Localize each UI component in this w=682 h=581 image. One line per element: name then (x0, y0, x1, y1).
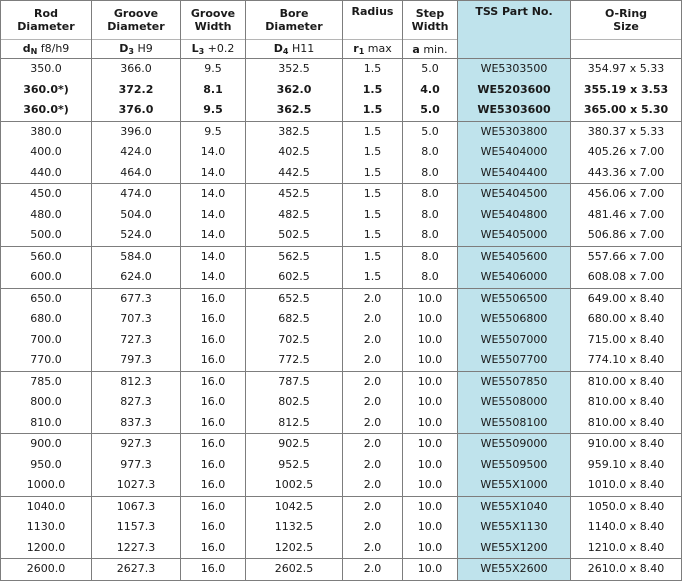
radius-cell: 2.0 (343, 413, 403, 434)
groove-diameter-cell: 1227.3 (92, 538, 181, 559)
groove-width-cell: 16.0 (181, 559, 246, 581)
groove-diameter-cell: 727.3 (92, 330, 181, 351)
rod-diameter-cell: 770.0 (1, 350, 92, 371)
tss-part-no-cell: WE5507000 (458, 330, 571, 351)
bore-diameter-cell: 1202.5 (246, 538, 343, 559)
bore-diameter-cell: 402.5 (246, 142, 343, 163)
table-row (1, 142, 682, 163)
rod-diameter-cell: 1200.0 (1, 538, 92, 559)
step-width-cell: 10.0 (403, 371, 458, 392)
symbol-groove-width: $L_3 +0.2$ (181, 40, 246, 59)
table-row (1, 350, 682, 371)
bore-diameter-cell: 602.5 (246, 267, 343, 288)
o-ring-size-cell: 355.19 x 3.53 (571, 80, 682, 101)
header-radius: Radius (343, 1, 403, 40)
tss-part-no-cell: WE5508100 (458, 413, 571, 434)
o-ring-size-cell: 1050.0 x 8.40 (571, 496, 682, 517)
rod-diameter-cell: 560.0 (1, 246, 92, 267)
table-row (1, 121, 682, 142)
radius-cell: 2.0 (343, 496, 403, 517)
groove-diameter-cell: 827.3 (92, 392, 181, 413)
rod-diameter-cell: 350.0 (1, 59, 92, 80)
table-row (1, 80, 682, 101)
rod-diameter-cell: 600.0 (1, 267, 92, 288)
bore-diameter-cell: 1002.5 (246, 475, 343, 496)
o-ring-size-cell: 443.36 x 7.00 (571, 163, 682, 184)
tss-part-no-cell: WE5405600 (458, 246, 571, 267)
tss-part-no-cell: WE5507700 (458, 350, 571, 371)
tss-part-no-cell: WE5303600 (458, 100, 571, 121)
table-row (1, 184, 682, 205)
o-ring-size-cell: 810.00 x 8.40 (571, 371, 682, 392)
step-width-cell: 8.0 (403, 267, 458, 288)
rod-diameter-cell: 380.0 (1, 121, 92, 142)
step-width-cell: 8.0 (403, 246, 458, 267)
groove-diameter-cell: 424.0 (92, 142, 181, 163)
bore-diameter-cell: 787.5 (246, 371, 343, 392)
rod-diameter-cell: 810.0 (1, 413, 92, 434)
o-ring-size-cell: 557.66 x 7.00 (571, 246, 682, 267)
groove-width-cell: 16.0 (181, 517, 246, 538)
step-width-cell: 10.0 (403, 455, 458, 476)
step-width-cell: 10.0 (403, 288, 458, 309)
groove-diameter-cell: 797.3 (92, 350, 181, 371)
rod-diameter-cell: 360.0*) (1, 100, 92, 121)
header-o-ring-size: O-Ring Size (571, 1, 682, 40)
groove-width-cell: 16.0 (181, 350, 246, 371)
table-row (1, 371, 682, 392)
bore-diameter-cell: 702.5 (246, 330, 343, 351)
bore-diameter-cell: 952.5 (246, 455, 343, 476)
table-row (1, 59, 682, 80)
step-width-cell: 10.0 (403, 475, 458, 496)
o-ring-size-cell: 715.00 x 8.40 (571, 330, 682, 351)
groove-diameter-cell: 584.0 (92, 246, 181, 267)
table-row (1, 205, 682, 226)
bore-diameter-cell: 382.5 (246, 121, 343, 142)
radius-cell: 1.5 (343, 225, 403, 246)
rod-diameter-cell: 800.0 (1, 392, 92, 413)
bore-diameter-cell: 452.5 (246, 184, 343, 205)
table-row (1, 455, 682, 476)
groove-width-cell: 14.0 (181, 205, 246, 226)
header-groove-diameter: Groove Diameter (92, 1, 181, 40)
rod-diameter-cell: 700.0 (1, 330, 92, 351)
groove-width-cell: 16.0 (181, 392, 246, 413)
groove-diameter-cell: 1067.3 (92, 496, 181, 517)
o-ring-size-cell: 456.06 x 7.00 (571, 184, 682, 205)
bore-diameter-cell: 2602.5 (246, 559, 343, 581)
groove-width-cell: 14.0 (181, 225, 246, 246)
header-bore-diameter: Bore Diameter (246, 1, 343, 40)
o-ring-size-cell: 608.08 x 7.00 (571, 267, 682, 288)
table-row (1, 517, 682, 538)
table-row (1, 225, 682, 246)
groove-width-cell: 16.0 (181, 371, 246, 392)
radius-cell: 2.0 (343, 559, 403, 581)
step-width-cell: 10.0 (403, 330, 458, 351)
bore-diameter-cell: 362.0 (246, 80, 343, 101)
groove-width-cell: 16.0 (181, 309, 246, 330)
groove-width-cell: 16.0 (181, 496, 246, 517)
rod-diameter-cell: 785.0 (1, 371, 92, 392)
radius-cell: 1.5 (343, 59, 403, 80)
step-width-cell: 8.0 (403, 163, 458, 184)
symbol-rod-diameter: $d_N$ f8/h9 (1, 40, 92, 59)
tss-part-no-cell: WE5404500 (458, 184, 571, 205)
groove-width-cell: 9.5 (181, 100, 246, 121)
table-row (1, 288, 682, 309)
tss-part-no-cell: WE55X1040 (458, 496, 571, 517)
step-width-cell: 5.0 (403, 100, 458, 121)
radius-cell: 2.0 (343, 330, 403, 351)
table-row (1, 475, 682, 496)
symbol-step-width: a min. (403, 40, 458, 59)
step-width-cell: 8.0 (403, 225, 458, 246)
symbol-radius: $r_1$ max (343, 40, 403, 59)
o-ring-size-cell: 810.00 x 8.40 (571, 392, 682, 413)
radius-cell: 2.0 (343, 309, 403, 330)
tss-part-no-cell: WE5507850 (458, 371, 571, 392)
step-width-cell: 8.0 (403, 142, 458, 163)
o-ring-size-cell: 680.00 x 8.40 (571, 309, 682, 330)
radius-cell: 1.5 (343, 267, 403, 288)
rod-diameter-cell: 950.0 (1, 455, 92, 476)
groove-diameter-cell: 812.3 (92, 371, 181, 392)
bore-diameter-cell: 682.5 (246, 309, 343, 330)
bore-diameter-cell: 482.5 (246, 205, 343, 226)
table-row (1, 267, 682, 288)
groove-diameter-cell: 707.3 (92, 309, 181, 330)
tss-part-no-cell: WE5509500 (458, 455, 571, 476)
groove-diameter-cell: 977.3 (92, 455, 181, 476)
bore-diameter-cell: 352.5 (246, 59, 343, 80)
groove-width-cell: 14.0 (181, 267, 246, 288)
o-ring-size-cell: 1210.0 x 8.40 (571, 538, 682, 559)
header-step-width: Step Width (403, 1, 458, 40)
bore-diameter-cell: 362.5 (246, 100, 343, 121)
bore-diameter-cell: 1042.5 (246, 496, 343, 517)
rod-diameter-cell: 650.0 (1, 288, 92, 309)
radius-cell: 2.0 (343, 538, 403, 559)
tss-part-no-cell: WE55X1000 (458, 475, 571, 496)
tss-part-no-cell: WE5509000 (458, 434, 571, 455)
groove-diameter-cell: 396.0 (92, 121, 181, 142)
o-ring-size-cell: 481.46 x 7.00 (571, 205, 682, 226)
rod-diameter-cell: 400.0 (1, 142, 92, 163)
radius-cell: 2.0 (343, 350, 403, 371)
table-header (1, 1, 682, 59)
table-row (1, 559, 682, 581)
o-ring-size-cell: 405.26 x 7.00 (571, 142, 682, 163)
groove-diameter-cell: 474.0 (92, 184, 181, 205)
table-row (1, 434, 682, 455)
tss-part-no-cell: WE5506500 (458, 288, 571, 309)
header-title-row (1, 1, 682, 40)
header-tss-part-no: TSS Part No. (458, 1, 571, 59)
groove-width-cell: 16.0 (181, 455, 246, 476)
groove-width-cell: 16.0 (181, 434, 246, 455)
o-ring-size-cell: 774.10 x 8.40 (571, 350, 682, 371)
step-width-cell: 8.0 (403, 184, 458, 205)
header-rod-diameter: Rod Diameter (1, 1, 92, 40)
step-width-cell: 10.0 (403, 538, 458, 559)
groove-diameter-cell: 464.0 (92, 163, 181, 184)
rod-diameter-cell: 1040.0 (1, 496, 92, 517)
o-ring-size-cell: 810.00 x 8.40 (571, 413, 682, 434)
radius-cell: 2.0 (343, 475, 403, 496)
o-ring-size-cell: 959.10 x 8.40 (571, 455, 682, 476)
radius-cell: 1.5 (343, 142, 403, 163)
groove-diameter-cell: 524.0 (92, 225, 181, 246)
groove-width-cell: 16.0 (181, 475, 246, 496)
rod-diameter-cell: 900.0 (1, 434, 92, 455)
rod-diameter-cell: 500.0 (1, 225, 92, 246)
step-width-cell: 8.0 (403, 205, 458, 226)
step-width-cell: 10.0 (403, 392, 458, 413)
bore-diameter-cell: 802.5 (246, 392, 343, 413)
groove-diameter-cell: 837.3 (92, 413, 181, 434)
bore-diameter-cell: 502.5 (246, 225, 343, 246)
tss-part-no-cell: WE55X1130 (458, 517, 571, 538)
groove-width-cell: 8.1 (181, 80, 246, 101)
o-ring-size-cell: 380.37 x 5.33 (571, 121, 682, 142)
o-ring-size-cell: 649.00 x 8.40 (571, 288, 682, 309)
radius-cell: 2.0 (343, 434, 403, 455)
radius-cell: 2.0 (343, 455, 403, 476)
rod-diameter-cell: 450.0 (1, 184, 92, 205)
bore-diameter-cell: 812.5 (246, 413, 343, 434)
table-row (1, 163, 682, 184)
rod-diameter-cell: 440.0 (1, 163, 92, 184)
tss-part-no-cell: WE5404000 (458, 142, 571, 163)
rod-diameter-cell: 360.0*) (1, 80, 92, 101)
header-symbol-row (1, 40, 682, 59)
groove-diameter-cell: 624.0 (92, 267, 181, 288)
o-ring-size-cell: 1010.0 x 8.40 (571, 475, 682, 496)
groove-width-cell: 14.0 (181, 184, 246, 205)
o-ring-size-cell: 910.00 x 8.40 (571, 434, 682, 455)
tss-part-no-cell: WE5303500 (458, 59, 571, 80)
groove-diameter-cell: 372.2 (92, 80, 181, 101)
step-width-cell: 10.0 (403, 517, 458, 538)
table-row (1, 330, 682, 351)
bore-diameter-cell: 442.5 (246, 163, 343, 184)
radius-cell: 2.0 (343, 517, 403, 538)
tss-part-no-cell: WE5404400 (458, 163, 571, 184)
tss-part-no-cell: WE5508000 (458, 392, 571, 413)
groove-width-cell: 16.0 (181, 330, 246, 351)
bore-diameter-cell: 652.5 (246, 288, 343, 309)
table-row (1, 538, 682, 559)
groove-width-cell: 14.0 (181, 163, 246, 184)
o-ring-size-cell: 2610.0 x 8.40 (571, 559, 682, 581)
groove-diameter-cell: 366.0 (92, 59, 181, 80)
tss-part-no-cell: WE5404800 (458, 205, 571, 226)
tss-part-no-cell: WE5303800 (458, 121, 571, 142)
bore-diameter-cell: 902.5 (246, 434, 343, 455)
header-groove-width: Groove Width (181, 1, 246, 40)
groove-diameter-cell: 504.0 (92, 205, 181, 226)
groove-diameter-cell: 2627.3 (92, 559, 181, 581)
bore-diameter-cell: 1132.5 (246, 517, 343, 538)
tss-part-no-cell: WE5506800 (458, 309, 571, 330)
step-width-cell: 10.0 (403, 434, 458, 455)
table-body (1, 59, 682, 581)
rod-diameter-cell: 680.0 (1, 309, 92, 330)
step-width-cell: 5.0 (403, 59, 458, 80)
table-row (1, 309, 682, 330)
step-width-cell: 10.0 (403, 350, 458, 371)
groove-width-cell: 9.5 (181, 121, 246, 142)
o-ring-size-cell: 365.00 x 5.30 (571, 100, 682, 121)
groove-width-cell: 9.5 (181, 59, 246, 80)
tss-part-no-cell: WE55X1200 (458, 538, 571, 559)
radius-cell: 1.5 (343, 246, 403, 267)
groove-width-cell: 14.0 (181, 246, 246, 267)
radius-cell: 1.5 (343, 163, 403, 184)
step-width-cell: 5.0 (403, 121, 458, 142)
table-row (1, 392, 682, 413)
symbol-groove-diameter: $D_3$ H9 (92, 40, 181, 59)
groove-diameter-cell: 1157.3 (92, 517, 181, 538)
bore-diameter-cell: 772.5 (246, 350, 343, 371)
step-width-cell: 10.0 (403, 413, 458, 434)
rod-diameter-cell: 1000.0 (1, 475, 92, 496)
table-row (1, 246, 682, 267)
groove-width-cell: 14.0 (181, 142, 246, 163)
table-row (1, 413, 682, 434)
groove-width-cell: 16.0 (181, 538, 246, 559)
groove-diameter-cell: 927.3 (92, 434, 181, 455)
radius-cell: 1.5 (343, 80, 403, 101)
rod-diameter-cell: 480.0 (1, 205, 92, 226)
radius-cell: 2.0 (343, 371, 403, 392)
o-ring-size-cell: 1140.0 x 8.40 (571, 517, 682, 538)
groove-diameter-cell: 1027.3 (92, 475, 181, 496)
tss-part-no-cell: WE5405000 (458, 225, 571, 246)
table-row (1, 100, 682, 121)
radius-cell: 1.5 (343, 184, 403, 205)
o-ring-size-cell: 506.86 x 7.00 (571, 225, 682, 246)
o-ring-size-cell: 354.97 x 5.33 (571, 59, 682, 80)
symbol-bore-diameter: $D_4$ H11 (246, 40, 343, 59)
groove-diameter-cell: 677.3 (92, 288, 181, 309)
symbol-o-ring-size (571, 40, 682, 59)
step-width-cell: 10.0 (403, 309, 458, 330)
groove-width-cell: 16.0 (181, 288, 246, 309)
tss-part-no-cell: WE5406000 (458, 267, 571, 288)
rod-diameter-cell: 2600.0 (1, 559, 92, 581)
radius-cell: 1.5 (343, 100, 403, 121)
radius-cell: 2.0 (343, 288, 403, 309)
tss-part-no-cell: WE55X2600 (458, 559, 571, 581)
rod-diameter-cell: 1130.0 (1, 517, 92, 538)
radius-cell: 1.5 (343, 205, 403, 226)
radius-cell: 2.0 (343, 392, 403, 413)
radius-cell: 1.5 (343, 121, 403, 142)
tss-part-no-cell: WE5203600 (458, 80, 571, 101)
groove-width-cell: 16.0 (181, 413, 246, 434)
step-width-cell: 10.0 (403, 559, 458, 581)
step-width-cell: 10.0 (403, 496, 458, 517)
step-width-cell: 4.0 (403, 80, 458, 101)
groove-diameter-cell: 376.0 (92, 100, 181, 121)
bore-diameter-cell: 562.5 (246, 246, 343, 267)
table-row (1, 496, 682, 517)
